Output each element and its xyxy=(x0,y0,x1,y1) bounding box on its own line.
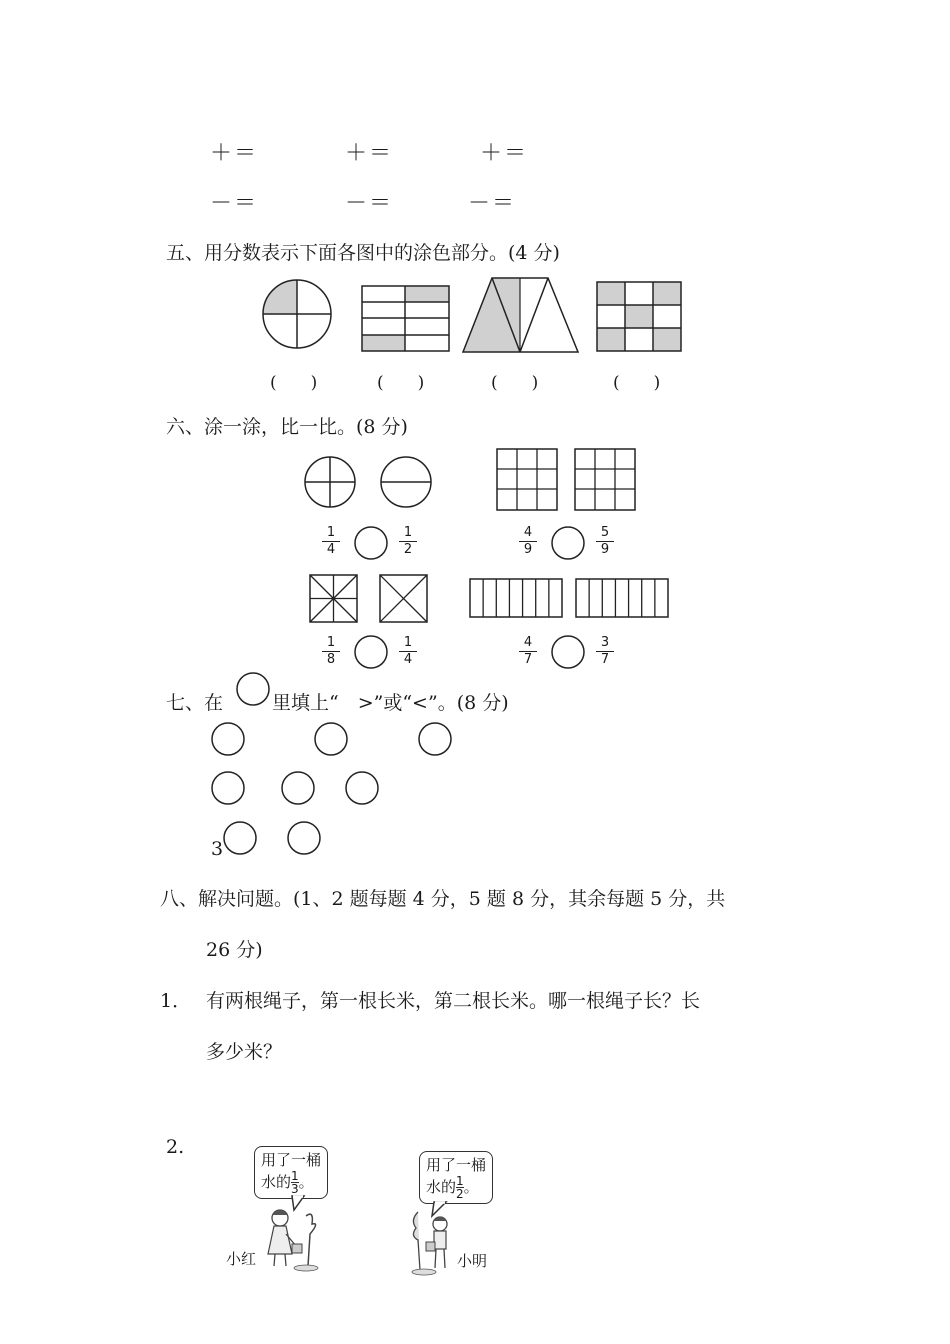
name-xiaohong: 小红 xyxy=(226,1250,257,1268)
fraction-1-8: $\frac{1}{8}$ xyxy=(322,636,340,667)
blank-circle-3[interactable] xyxy=(418,722,452,756)
fraction-1-4: $\frac{1}{4}$ xyxy=(322,526,340,557)
compare-circle-3[interactable] xyxy=(354,635,388,669)
name-xiaoming: 小明 xyxy=(457,1252,488,1270)
question-2-number: 2. xyxy=(166,1136,185,1158)
blank-circle-5[interactable] xyxy=(281,771,315,805)
fraction-4-7: $\frac{4}{7}$ xyxy=(519,636,537,667)
blank-circle-7[interactable] xyxy=(223,821,257,855)
minus-blank-2: －＝ xyxy=(345,191,394,216)
section-8-title-line1: 八、解决问题。(1、2 题每题 4 分，5 题 8 分，其余每题 5 分，共 xyxy=(160,888,726,910)
fraction-5-9: $\frac{5}{9}$ xyxy=(596,526,614,557)
answer-blank-3[interactable]: ( ) xyxy=(491,373,539,393)
bubble1-line2: 水的 $\frac{1}{3}$ 。 xyxy=(261,1169,314,1196)
compare-circle-1[interactable] xyxy=(354,526,388,560)
section-5-title: 五、用分数表示下面各图中的涂色部分。(4 分) xyxy=(166,242,560,264)
question-1-number: 1． xyxy=(160,990,192,1012)
figure-checker-grid xyxy=(596,281,682,353)
question-1-line1: 有两根绳子，第一根长米，第二根长米。哪一根绳子长？长 xyxy=(206,990,701,1012)
figure-square-4parts[interactable] xyxy=(379,574,429,624)
speech-bubble-xiaoming xyxy=(419,1151,493,1204)
minus-blank-1: －＝ xyxy=(210,191,259,216)
row3-number: 3 xyxy=(211,838,224,860)
bubble2-line2: 水的 $\frac{1}{2}$ 。 xyxy=(426,1174,479,1201)
section-7-title-pre: 七、在 xyxy=(166,692,224,714)
compare-circle-2[interactable] xyxy=(551,526,585,560)
figure-grid-9-b[interactable] xyxy=(574,448,636,512)
question-1-line2: 多少米？ xyxy=(206,1041,283,1063)
compare-circle-4[interactable] xyxy=(551,635,585,669)
blank-circle-4[interactable] xyxy=(211,771,245,805)
figure-grid-rectangle xyxy=(361,285,451,353)
section-8-title-line2: 26 分) xyxy=(206,939,263,961)
speech-bubble-xiaohong xyxy=(254,1146,328,1199)
title-circle xyxy=(236,672,270,706)
figure-triangles-trapezoid xyxy=(462,276,580,354)
plus-blank-3: ＋＝ xyxy=(480,141,529,166)
minus-blank-3: －＝ xyxy=(468,191,517,216)
boy-watering-illustration xyxy=(408,1210,460,1276)
blank-circle-2[interactable] xyxy=(314,722,348,756)
section-7-title-post: 里填上“ >”或“<”。(8 分) xyxy=(272,692,509,714)
figure-circle-4parts[interactable] xyxy=(304,456,358,510)
answer-blank-4[interactable]: ( ) xyxy=(613,373,661,393)
blank-circle-8[interactable] xyxy=(287,821,321,855)
plus-blank-1: ＋＝ xyxy=(210,141,259,166)
fraction-3-7: $\frac{3}{7}$ xyxy=(596,636,614,667)
girl-watering-illustration xyxy=(262,1206,322,1272)
answer-blank-1[interactable]: ( ) xyxy=(270,373,318,393)
bubble2-line1: 用了一桶 xyxy=(426,1156,487,1174)
bubble1-line1: 用了一桶 xyxy=(261,1151,322,1169)
figure-circle-2parts[interactable] xyxy=(380,456,434,510)
figure-square-8parts[interactable] xyxy=(309,574,359,624)
fraction-1-4b: $\frac{1}{4}$ xyxy=(399,636,417,667)
blank-circle-6[interactable] xyxy=(345,771,379,805)
section-6-title: 六、涂一涂，比一比。(8 分) xyxy=(166,416,408,438)
figure-grid-9-a[interactable] xyxy=(496,448,558,512)
answer-blank-2[interactable]: ( ) xyxy=(377,373,425,393)
fraction-4-9: $\frac{4}{9}$ xyxy=(519,526,537,557)
figure-strip-7parts-b[interactable] xyxy=(575,578,669,618)
plus-blank-2: ＋＝ xyxy=(345,141,394,166)
fraction-1-2: $\frac{1}{2}$ xyxy=(399,526,417,557)
figure-circle-quarters xyxy=(262,276,332,354)
figure-strip-7parts-a[interactable] xyxy=(469,578,563,618)
blank-circle-1[interactable] xyxy=(211,722,245,756)
